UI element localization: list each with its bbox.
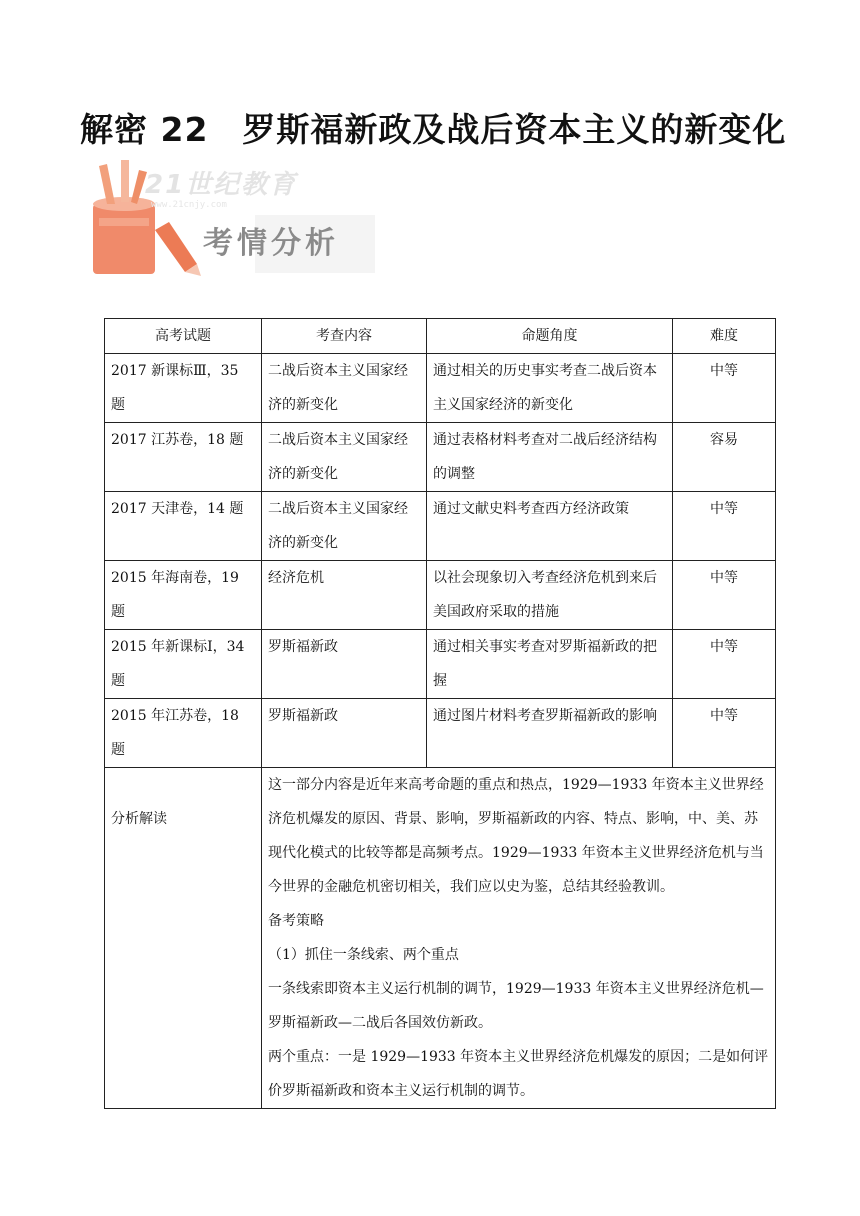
cell-exam: 2015 年新课标Ⅰ，34 题: [105, 630, 262, 699]
watermark-logo-text: 21世纪教育: [145, 170, 298, 200]
cell-exam: 2015 年海南卷，19 题: [105, 561, 262, 630]
table-row: [105, 423, 776, 492]
cell-exam: 2017 江苏卷，18 题: [105, 423, 262, 492]
table-row: [105, 630, 776, 699]
cell-exam: 2017 天津卷，14 题: [105, 492, 262, 561]
cell-content: 罗斯福新政: [262, 699, 427, 768]
exam-analysis-table: [104, 318, 776, 1109]
cell-angle: 通过相关事实考查对罗斯福新政的把握: [427, 630, 673, 699]
cell-content: 经济危机: [262, 561, 427, 630]
analysis-banner: [85, 160, 375, 280]
header-exam: 高考试题: [105, 319, 262, 354]
watermark-url: www.21cnjy.com: [151, 200, 227, 210]
table-row: [105, 699, 776, 768]
cell-difficulty: 容易: [673, 423, 776, 492]
page-title: 解密 22 罗斯福新政及战后资本主义的新变化: [80, 110, 787, 149]
analysis-paragraph: 一条线索即资本主义运行机制的调节，1929—1933 年资本主义世界经济危机—罗斯福新政—二战后各国效仿新政。: [268, 981, 764, 1031]
header-content: 考查内容: [262, 319, 427, 354]
cell-angle: 以社会现象切入考查经济危机到来后美国政府采取的措施: [427, 561, 673, 630]
cell-content: 罗斯福新政: [262, 630, 427, 699]
cell-angle: 通过相关的历史事实考查二战后资本主义国家经济的新变化: [427, 354, 673, 423]
header-angle: 命题角度: [427, 319, 673, 354]
table-row: [105, 561, 776, 630]
table-row: [105, 354, 776, 423]
cell-difficulty: 中等: [673, 699, 776, 768]
cell-angle: 通过图片材料考查罗斯福新政的影响: [427, 699, 673, 768]
cell-exam: 2017 新课标Ⅲ，35 题: [105, 354, 262, 423]
cell-difficulty: 中等: [673, 492, 776, 561]
analysis-row: [105, 768, 776, 1109]
banner-label: 考情分析: [203, 226, 339, 261]
analysis-body: [262, 768, 776, 1109]
cell-content: 二战后资本主义国家经济的新变化: [262, 423, 427, 492]
header-difficulty: 难度: [673, 319, 776, 354]
table-header-row: [105, 319, 776, 354]
cell-exam: 2015 年江苏卷，18 题: [105, 699, 262, 768]
table-row: [105, 492, 776, 561]
cell-difficulty: 中等: [673, 630, 776, 699]
cell-difficulty: 中等: [673, 354, 776, 423]
cell-angle: 通过表格材料考查对二战后经济结构的调整: [427, 423, 673, 492]
analysis-label: 分析解读: [105, 768, 262, 1109]
strategy-point: （1）抓住一条线索、两个重点: [268, 947, 459, 963]
analysis-paragraph: 这一部分内容是近年来高考命题的重点和热点，1929—1933 年资本主义世界经济危机爆发的原因、背景、影响，罗斯福新政的内容、特点、影响，中、美、苏现代化模式的比较等都是高频考点。1929—1933 年资本主义世界经济危机与当今世界的金融危机密切相关，我们应以史为鉴，总结其经验教训。: [268, 777, 764, 895]
strategy-heading: 备考策略: [268, 913, 324, 929]
cell-difficulty: 中等: [673, 561, 776, 630]
cell-angle: 通过文献史料考查西方经济政策: [427, 492, 673, 561]
cell-content: 二战后资本主义国家经济的新变化: [262, 354, 427, 423]
analysis-paragraph: 两个重点：一是 1929—1933 年资本主义世界经济危机爆发的原因；二是如何评价罗斯福新政和资本主义运行机制的调节。: [268, 1049, 769, 1099]
cell-content: 二战后资本主义国家经济的新变化: [262, 492, 427, 561]
